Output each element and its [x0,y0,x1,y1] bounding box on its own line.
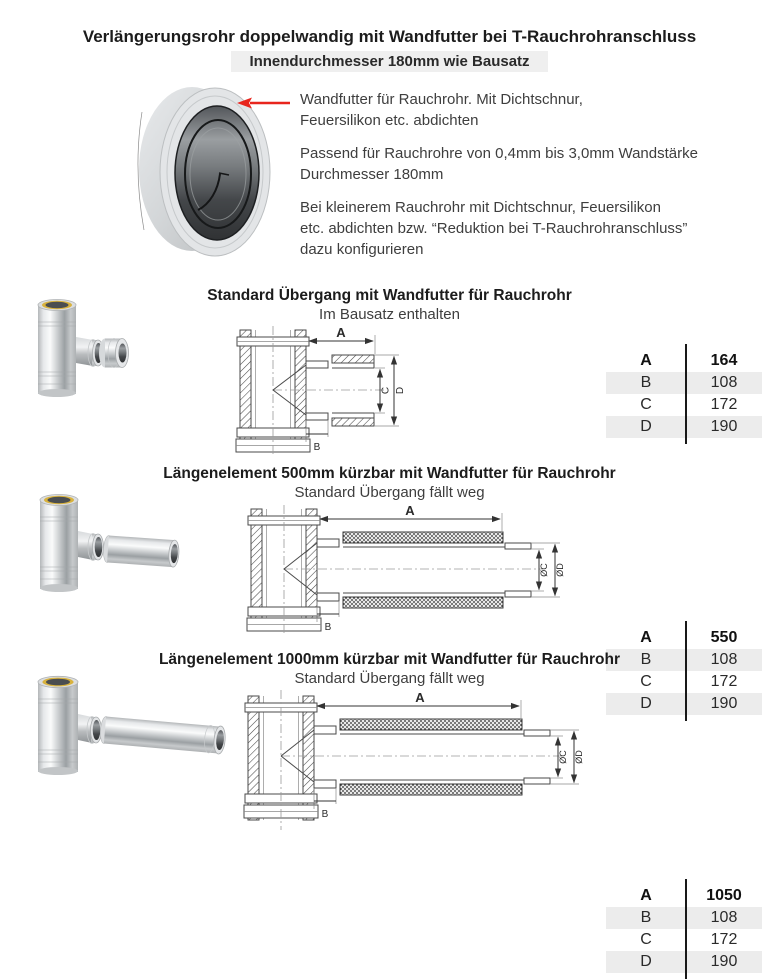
intro-paragraph [300,143,774,185]
text-line: dazu konfigurieren [300,241,424,258]
dim-label-cell: C [640,931,652,948]
dim-b-label: B [313,442,321,453]
dim-c-label: C [380,386,392,395]
dim-label-cell: C [640,673,652,690]
dim-a-label: A [415,690,425,705]
dim-label-cell: B [640,909,652,926]
dim-value-cell: 172 [710,673,738,690]
dim-value-cell: 172 [710,931,738,948]
diameter-badge: Innendurchmesser 180mm wie Bausatz [231,51,547,72]
dim-d-label: D [395,386,406,395]
section-heading: Längenelement 1000mm kürzbar mit Wandfutter für Rauchrohr [158,651,621,668]
dim-value-cell: 108 [710,909,738,926]
text-line: Bei kleinerem Rauchrohr mit Dichtschnur, Feuersilikon [300,199,661,216]
dimension-table [606,885,762,973]
dim-label-cell: B [640,651,652,668]
dim-value-cell: 108 [710,651,738,668]
intro-paragraph [300,89,774,131]
dim-label-cell: A [640,352,652,369]
dim-label-cell: B [640,374,652,391]
dimension-table [606,350,762,438]
product-photo-tpiece-with-ring [30,296,145,401]
table-divider [685,879,687,979]
dim-a-label: A [336,325,346,340]
text-line: Wandfutter für Rauchrohr. Mit Dichtschnur, [300,91,583,108]
dim-label-cell: D [640,953,652,970]
dim-value-cell: 550 [710,629,738,646]
dim-value-cell: 164 [710,352,738,369]
dim-value-cell: 190 [710,418,738,435]
callout-arrow-icon [236,96,292,110]
table-row [606,907,762,929]
technical-drawing-500mm [233,505,585,635]
intro-paragraph [300,197,774,260]
table-divider [685,344,687,444]
technical-drawing-1000mm [230,690,590,830]
text-line: Passend für Rauchrohre von 0,4mm bis 3,0mm Wandstärke [300,145,698,162]
table-row [606,885,762,907]
subtitle-row [0,51,779,72]
product-photo-tpiece-1000mm [30,672,230,782]
dim-value-cell: 190 [710,695,738,712]
dim-a-label: A [405,503,415,518]
table-row [606,693,762,715]
text-line: Durchmesser 180mm [300,166,444,183]
technical-drawing-standard [222,326,412,456]
dim-value-cell: 1050 [706,887,742,904]
dim-label-cell: A [640,887,652,904]
product-photo-tpiece-500mm [32,490,187,598]
table-row [606,951,762,973]
section-heading: Längenelement 500mm kürzbar mit Wandfutter für Rauchrohr [163,465,616,482]
intro-text-block [300,89,774,272]
table-row [606,372,762,394]
dim-value-cell: 108 [710,374,738,391]
dim-c-label: ØC [558,750,568,764]
dim-c-label: ØC [539,563,549,577]
section-subheading: Im Bausatz enthalten [319,306,460,323]
section-heading: Standard Übergang mit Wandfutter für Rauchrohr [207,287,572,304]
dim-label-cell: D [640,418,652,435]
dim-label-cell: A [640,629,652,646]
text-line: etc. abdichten bzw. “Reduktion bei T-Rauchrohranschluss” [300,220,688,237]
table-row [606,394,762,416]
dim-d-label: ØD [574,750,584,764]
table-row [606,350,762,372]
dim-label-cell: C [640,396,652,413]
dim-value-cell: 190 [710,953,738,970]
dim-b-label: B [321,809,329,820]
page-title: Verlängerungsrohr doppelwandig mit Wandfutter bei T-Rauchrohranschluss [82,27,697,46]
table-row [606,416,762,438]
section-subheading: Standard Übergang fällt weg [294,484,485,501]
text-line: Feuersilikon etc. abdichten [300,112,479,129]
table-row [606,627,762,649]
dim-value-cell: 172 [710,396,738,413]
dim-b-label: B [324,622,332,633]
table-row [606,929,762,951]
section-subheading: Standard Übergang fällt weg [294,670,485,687]
dim-label-cell: D [640,695,652,712]
dim-d-label: ØD [555,563,565,577]
